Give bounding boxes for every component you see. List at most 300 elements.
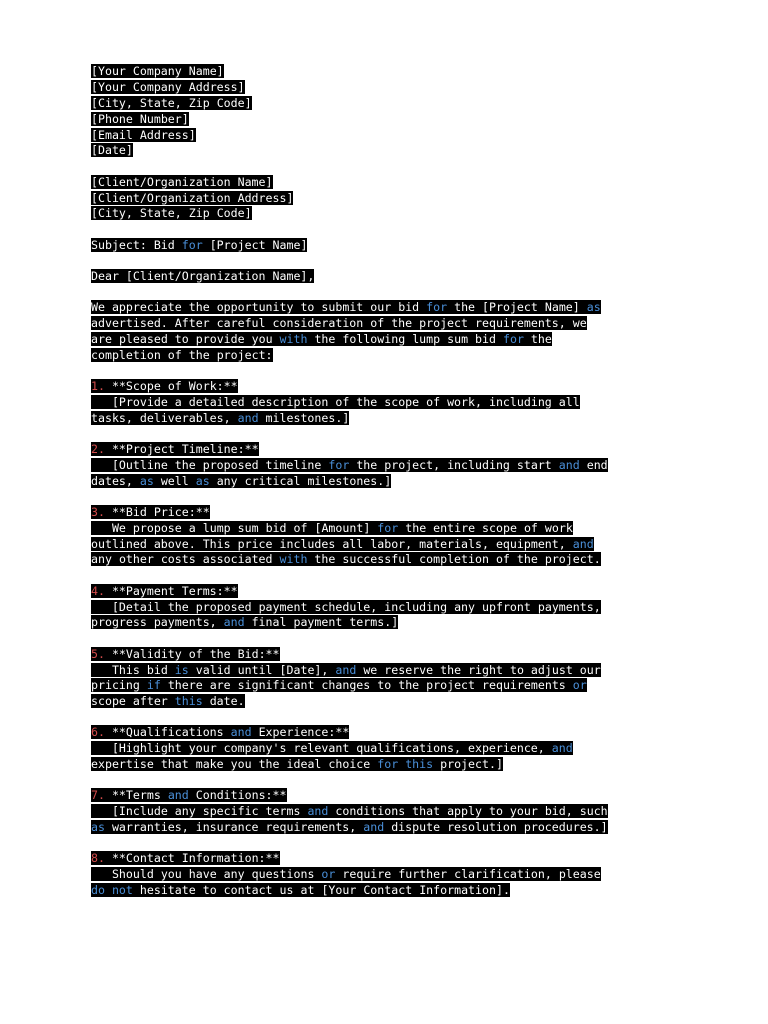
word-token: all [558,394,580,409]
space [196,883,203,897]
space [580,458,587,472]
space [482,804,489,818]
space [224,757,231,771]
space [273,552,280,566]
space [147,505,154,519]
text-line [91,804,681,820]
word-token: payment [258,599,308,614]
space [461,741,468,755]
word-token: the [391,315,413,330]
word-token: timeline [265,457,322,472]
word-token: Name], [272,268,315,283]
word-token: milestones.] [307,473,392,488]
space [175,851,182,865]
space [273,332,280,346]
space [210,300,217,314]
space [196,804,203,818]
keyword-token: for [181,237,203,252]
word-token: to [488,804,503,819]
word-token: our [579,662,601,677]
word-token: above. [153,536,196,551]
text-line [91,112,681,128]
word-token: requirements, [475,315,566,330]
space [105,851,112,865]
word-token: [Project [482,299,538,314]
word-token: Timeline:** [181,441,259,456]
paragraph-gap [91,427,681,442]
space [566,678,573,692]
space [182,521,189,535]
space [496,332,503,346]
word-token: you [160,867,182,882]
word-token: price [237,536,273,551]
keyword-token: with [279,331,308,346]
word-token: at [300,883,315,898]
space [154,867,161,881]
word-token: [Client/Organization [125,268,266,283]
space [126,521,133,535]
word-token: Address] [237,190,294,205]
space [133,411,140,425]
space [182,80,189,94]
list-number: 1. [91,378,105,393]
space [210,206,217,220]
word-token: schedule, [314,599,378,614]
word-token: After [174,315,210,330]
space [91,663,112,677]
word-token: contact [223,883,273,898]
word-token: the [356,457,378,472]
keyword-token: for [377,757,399,772]
word-token: materials, [419,536,489,551]
word-token: require [342,867,392,882]
space [182,741,189,755]
word-token: **Project [111,441,175,456]
space [538,804,545,818]
word-token: [Your [91,64,126,78]
word-token: [Outline [111,457,168,472]
word-token: to [509,662,524,677]
space [231,647,238,661]
space [552,395,559,409]
list-number: 7. [91,788,105,803]
keyword-token: and [551,741,573,756]
space [126,64,133,78]
space [91,741,112,755]
word-token: pleased [118,331,168,346]
word-token: all [342,536,364,551]
space [259,804,266,818]
word-token: lump [202,520,231,535]
word-token: proposed [195,599,252,614]
space [580,300,587,314]
space [475,521,482,535]
keyword-token: as [586,299,601,314]
word-token: payments, [153,615,217,630]
space [217,883,224,897]
word-token: the [188,347,210,362]
word-token: final [251,615,287,630]
word-token: there [167,678,203,693]
word-token: resolution [447,820,517,835]
word-token: pricing [91,678,140,693]
space [105,788,112,802]
space [182,379,189,393]
word-token: of [495,552,510,567]
word-token: payment [293,615,343,630]
word-token: Name] [188,64,224,78]
word-token: a [174,394,182,409]
space [245,332,252,346]
keyword-token: if [146,678,161,693]
space [126,80,133,94]
space [189,474,196,488]
space [175,238,182,252]
space [133,96,140,110]
word-token: end [586,457,608,472]
text-line [91,820,681,836]
word-token: Bid [153,237,175,252]
word-token: us [279,883,294,898]
word-token: conditions [335,804,406,819]
word-token: terms [265,804,301,819]
word-token: **Contact [111,851,175,866]
paragraph-gap [91,773,681,788]
space [182,300,189,314]
word-token: completion [419,552,489,567]
keyword-token: and [223,615,245,630]
text-line [91,442,681,458]
word-token: Price:** [153,504,210,519]
word-token: of [523,520,538,535]
space [217,615,224,629]
word-token: to [174,331,189,346]
space [196,521,203,535]
word-token: the [167,599,189,614]
space [161,379,168,393]
keyword-token: for [377,520,399,535]
space [203,678,210,692]
word-token: lump [412,331,441,346]
word-token: Dear [91,268,119,283]
word-token: make [195,757,224,772]
paragraph-gap [91,254,681,269]
space [210,96,217,110]
text-line [91,458,681,474]
space [531,600,538,614]
word-token: payments, [537,599,601,614]
word-token: [Date], [279,662,329,677]
keyword-token: do [91,883,105,898]
space [224,725,231,739]
word-token: Bid:** [237,646,280,661]
space [105,647,112,661]
space [168,395,175,409]
space [210,316,217,330]
keyword-token: and [363,820,385,835]
word-token: the [174,457,196,472]
word-token: terms.] [349,615,399,630]
word-token: including [384,599,448,614]
text-line [91,128,681,144]
word-token: we [363,662,378,677]
word-token: the [398,678,420,693]
word-token: project. [544,552,601,567]
word-token: work [544,520,573,535]
space [133,206,140,220]
keyword-token: and [558,457,580,472]
space [280,757,287,771]
word-token: of [293,520,308,535]
word-token: after [132,694,168,709]
word-token: we [572,315,587,330]
space [175,584,182,598]
word-token: Name] [272,237,308,252]
text-line [91,395,681,411]
space [168,332,175,346]
space [217,741,224,755]
space [266,238,273,252]
keyword-token: or [572,678,587,693]
word-token: This [202,536,231,551]
word-token: [City, [91,95,133,110]
word-token: adjust [530,662,573,677]
word-token: project.] [440,757,503,772]
word-token: Information:** [181,851,280,866]
space [91,458,112,472]
word-token: critical [244,473,301,488]
space [154,552,161,566]
word-token: the [440,662,462,677]
word-token: Code] [216,206,252,221]
word-token: [Email [91,127,133,142]
word-token: bid [398,299,420,314]
space [259,820,266,834]
list-number: 5. [91,646,105,661]
space [573,804,580,818]
paragraph-gap [91,159,681,174]
space [231,411,238,425]
list-number: 2. [91,441,105,456]
space [259,521,266,535]
word-token: completion [91,347,161,362]
word-token: bid [146,662,168,677]
word-token: labor, [370,536,413,551]
text-line [91,867,681,883]
word-token: procedures.] [523,820,608,835]
word-token: **Scope [111,378,161,393]
space [489,537,496,551]
keyword-token: or [321,867,336,882]
word-token: **Qualifications [111,725,224,740]
keyword-token: and [237,410,259,425]
word-token: **Validity [111,646,182,661]
word-token: insurance [195,820,259,835]
word-token: of [335,394,350,409]
space [552,867,559,881]
word-token: until [237,662,273,677]
word-token: proposed [202,457,259,472]
word-token: questions [251,867,315,882]
space [475,678,482,692]
word-token: [Phone [91,111,133,126]
word-token: Should [111,867,154,882]
word-token: detailed [188,394,245,409]
word-token: bid, [544,804,573,819]
space [161,788,168,802]
text-line [91,206,681,222]
space [440,820,447,834]
keyword-token: as [91,820,105,835]
word-token: equipment, [495,536,566,551]
word-token: We [91,299,105,314]
word-token: a [188,520,196,535]
text-line [91,600,681,616]
space [287,521,294,535]
word-token: description [251,394,329,409]
word-token: any [174,804,196,819]
paragraph-gap [91,222,681,237]
space [245,615,252,629]
space [182,395,189,409]
space [91,395,112,409]
text-line [91,316,681,332]
space [112,332,119,346]
word-token: hesitate [139,883,196,898]
word-token: the [530,331,552,346]
space [189,332,196,346]
keyword-token: and [572,536,594,551]
keyword-token: and [307,804,329,819]
word-token: sum [447,331,469,346]
text-line [91,647,681,663]
word-token: dispute [391,820,441,835]
space [245,395,252,409]
space [475,600,482,614]
list-number: 3. [91,504,105,519]
space [210,474,217,488]
word-token: [Highlight [111,741,182,756]
space [273,537,280,551]
space [168,458,175,472]
space [217,867,224,881]
word-token: any [454,599,476,614]
space [126,694,133,708]
space [231,678,238,692]
text-line [91,474,681,490]
space [112,552,119,566]
word-token: work, [447,394,482,409]
word-token: any [91,552,112,567]
keyword-token: for [328,457,350,472]
list-number: 4. [91,583,105,598]
space [273,663,280,677]
paragraph-gap [91,568,681,583]
paragraph-gap [91,285,681,300]
word-token: Contact [363,883,413,898]
text-line [91,615,681,631]
space [538,521,545,535]
space [189,600,196,614]
text-line [91,238,681,254]
space [175,442,182,456]
space [105,300,112,314]
space [133,474,140,488]
text-line [91,883,681,899]
space [91,804,112,818]
space [105,505,112,519]
list-number: 6. [91,725,105,740]
space [154,757,161,771]
paragraph-gap [91,364,681,379]
word-token: the [454,299,476,314]
space [259,411,266,425]
word-token: upfront [482,599,531,614]
word-token: progress [91,615,147,630]
text-line [91,64,681,80]
word-token: project [426,678,476,693]
keyword-token: not [111,883,133,898]
word-token: Work:** [188,378,238,393]
space [524,332,531,346]
space [168,663,175,677]
space [538,300,545,314]
space [468,316,475,330]
space [91,867,112,881]
word-token: well [160,473,189,488]
word-token: the [188,299,210,314]
space [147,238,154,252]
word-token: clarification, [454,867,552,882]
word-token: of [167,347,182,362]
list-number: 8. [91,851,105,866]
word-token: provide [195,331,245,346]
space [182,647,189,661]
word-token: scope [384,394,420,409]
word-token: of [188,646,203,661]
word-token: expertise [91,757,154,772]
word-token: [Project [209,237,266,252]
word-token: are [91,331,112,346]
word-token: bid [265,520,287,535]
space [140,663,147,677]
space [510,552,517,566]
space [259,458,266,472]
space [105,725,112,739]
word-token: ideal [286,757,322,772]
space [252,757,259,771]
space [566,316,573,330]
space [105,883,112,897]
word-token: the [405,520,427,535]
word-token: [Detail [111,599,161,614]
word-token: to [202,883,217,898]
space [133,128,140,142]
paragraph-gap [91,836,681,851]
space [231,521,238,535]
word-token: Number] [139,111,189,126]
word-token: deliverables, [139,410,231,425]
word-token: includes [279,536,336,551]
word-token: dates, [91,473,133,488]
space [168,694,175,708]
text-line [91,332,681,348]
keyword-token: is [174,662,189,677]
word-token: to [377,678,392,693]
space [189,788,196,802]
word-token: [Provide [111,394,168,409]
space [203,694,210,708]
